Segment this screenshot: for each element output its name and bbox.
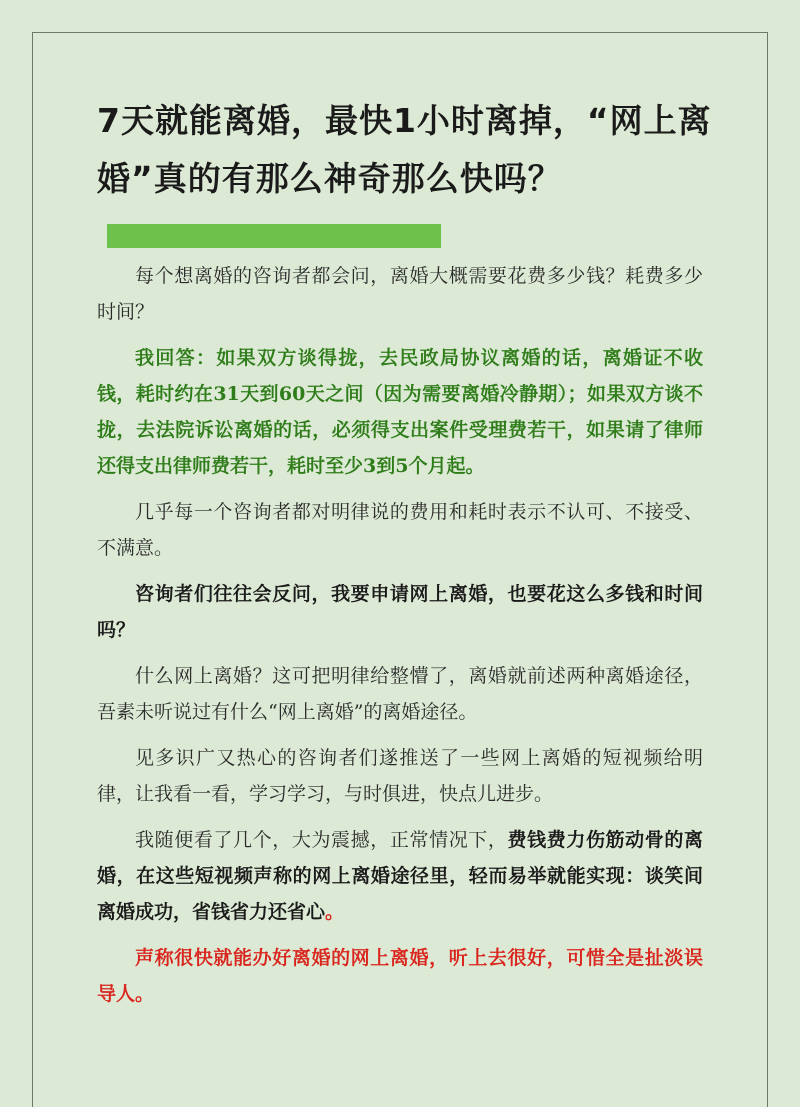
paragraph-videos: 见多识广又热心的咨询者们遂推送了一些网上离婚的短视频给明律，让我看一看，学习学习，与时俱进，快点儿进步。 [97, 747, 703, 805]
impression-period: 。 [325, 901, 345, 923]
title-accent-bar [107, 224, 441, 248]
paragraph-conclusion: 声称很快就能办好离婚的网上离婚，听上去很好，可惜全是扯淡误导人。 [97, 947, 703, 1005]
paragraph-reaction: 几乎每一个咨询者都对明律说的费用和耗时表示不认可、不接受、不满意。 [97, 501, 703, 559]
article-body [97, 258, 703, 1022]
impression-intro: 我随便看了几个，大为震撼，正常情况下， [135, 829, 508, 851]
impression-emphasis: 费钱费力伤筋动骨的离婚，在这些短视频声称的网上离婚途径里，轻而易举就能实现：谈笑间离婚成功，省钱省力还省心 [97, 829, 703, 923]
paragraph-confusion: 什么网上离婚？这可把明律给整懵了，离婚就前述两种离婚途径，吾素未听说过有什么“网上离婚”的离婚途径。 [97, 665, 703, 723]
paragraph-answer: 我回答：如果双方谈得拢，去民政局协议离婚的话，离婚证不收钱，耗时约在31天到60天之间（因为需要离婚冷静期）；如果双方谈不拢，去法院诉讼离婚的话，必须得支出案件受理费若干，如果请了律师还得支出律师费若干，耗时至少3到5个月起。 [97, 347, 703, 477]
paragraph-impression [97, 822, 703, 930]
paragraph-question: 每个想离婚的咨询者都会问，离婚大概需要花费多少钱？耗费多少时间？ [97, 265, 703, 323]
paragraph-counter-question: 咨询者们往往会反问，我要申请网上离婚，也要花这么多钱和时间吗？ [97, 583, 703, 641]
article-title: 7天就能离婚，最快1小时离掉，“网上离婚”真的有那么神奇那么快吗？ [97, 101, 712, 198]
